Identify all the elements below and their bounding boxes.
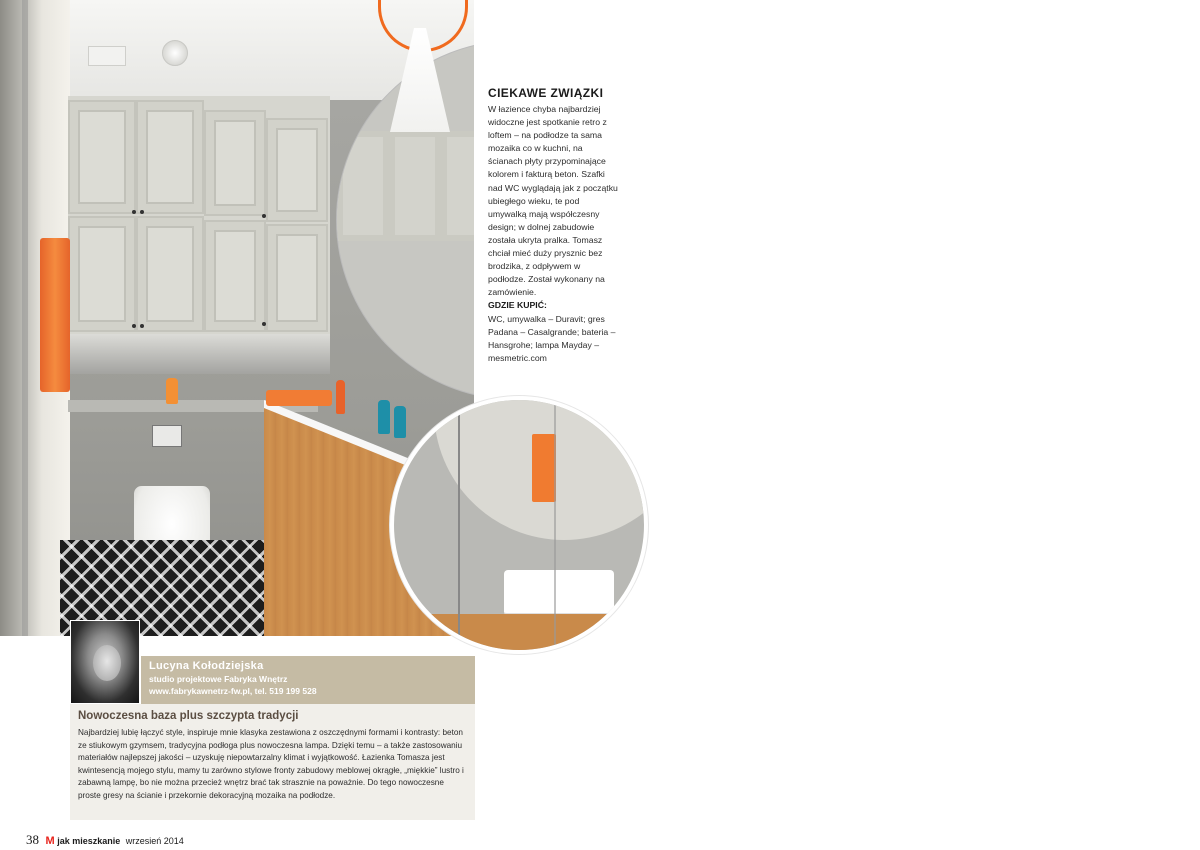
detail-washbasin: [504, 570, 614, 616]
sidebar-article: [488, 86, 618, 365]
detail-shower-glass: [554, 400, 556, 654]
quote-body: Najbardziej lubię łączyć style, inspiruje mnie klasyka zestawiona z oszczędnymi formami i kontrasty: beton ze stiukowym gzymsem, tradycyjna podłoga plus nowoczesna lampa. Dzięki temu – a także zastosowaniu materiałów najlepszej jakości – uzyskuję niepowtarzalny klimat i wyjątkowość. Łazienka Tomasza jest kwintesencją mojego stylu, mamy tu zarówno stylowe fronty zabudowy meblowej okrągłe, „miękkie” lustro i zabawną lampę, bo nie można przecież wnętrz brać tak strasznie na poważnie. Do tego nowoczesne proste gresy na ścianie i przekornie dekoracyjną mozaika na podłodze.: [78, 728, 464, 800]
sidebar-title: CIEKAWE ZWIĄZKI: [488, 86, 604, 100]
designer-face: [93, 645, 121, 681]
orange-spray-bottle: [336, 380, 345, 414]
mirror-reflection-cabinet: [441, 131, 474, 241]
where-to-buy-body: WC, umywalka – Duravit; gres Padana – Casalgrande; bateria – Hansgrohe; lampa Mayday – mesmetric.com: [488, 313, 616, 363]
mirror-reflection-cabinet: [337, 131, 389, 241]
cabinet-knob: [140, 324, 144, 328]
cabinet-door: [204, 110, 266, 216]
cabinet-knob: [262, 214, 266, 218]
flush-plate: [152, 425, 182, 447]
led-backlit-wall: [68, 334, 330, 374]
mirror-reflection-cabinet: [389, 131, 441, 241]
teal-bottle: [394, 406, 406, 438]
cabinet-door: [204, 220, 266, 332]
designer-studio: studio projektowe Fabryka Wnętrz: [149, 674, 288, 684]
designer-portrait: [70, 620, 140, 704]
cabinet-door: [266, 118, 328, 222]
cabinet-door: [136, 100, 204, 214]
cabinet-door: [136, 216, 204, 332]
page-folio: [26, 832, 184, 848]
cabinet-door: [266, 224, 328, 332]
cabinet-knob: [132, 210, 136, 214]
ceiling-spotlight: [162, 40, 188, 66]
quote-title: Nowoczesna baza plus szczypta tradycji: [78, 710, 299, 722]
detail-shower-glass: [458, 400, 460, 654]
where-to-buy-heading: GDZIE KUPIĆ:: [488, 300, 547, 311]
designer-quote-box: [70, 704, 475, 820]
cabinet-knob: [140, 210, 144, 214]
issue-date: wrzesień 2014: [125, 836, 184, 846]
sidebar-body: W łazience chyba najbardziej widoczne jest spotkanie retro z loftem – na podłodze ta sama mozaika co w kuchni, na ścianach płyty przypominające kolorem i fakturą beton. Szafki nad WC wyglądają jak z początku ubiegłego wieku, te pod umywalką mają współczesny design; w dolnej zabudowie została ukryta pralka. Tomasz chciał mieć duży prysznic bez brodzika, z odpływem w podłodze. Został wykonany na zamówienie.: [488, 104, 618, 298]
orange-folded-towel: [266, 390, 332, 406]
designer-name-bar: [141, 656, 475, 704]
ceiling-vent: [88, 46, 126, 66]
teal-bottle: [378, 400, 390, 434]
cabinet-door: [68, 216, 136, 332]
cabinet-knob: [132, 324, 136, 328]
magazine-logo: M: [45, 835, 55, 847]
orange-candle: [166, 378, 178, 404]
cabinet-knob: [262, 322, 266, 326]
magazine-name: jak mieszkanie: [57, 836, 121, 846]
cabinet-door: [68, 100, 136, 214]
page-number: 38: [26, 832, 39, 847]
designer-contact: www.fabrykawnetrz-fw.pl, tel. 519 199 528: [149, 686, 317, 696]
shower-glass-edge: [22, 0, 28, 636]
detail-orange-towel: [532, 434, 556, 502]
designer-name: Lucyna Kołodziejska: [149, 660, 264, 672]
detail-vanity: [394, 614, 648, 654]
detail-photo-circle: [390, 396, 648, 654]
wall-cabinets: [68, 96, 330, 334]
orange-hanging-towel: [40, 238, 70, 392]
